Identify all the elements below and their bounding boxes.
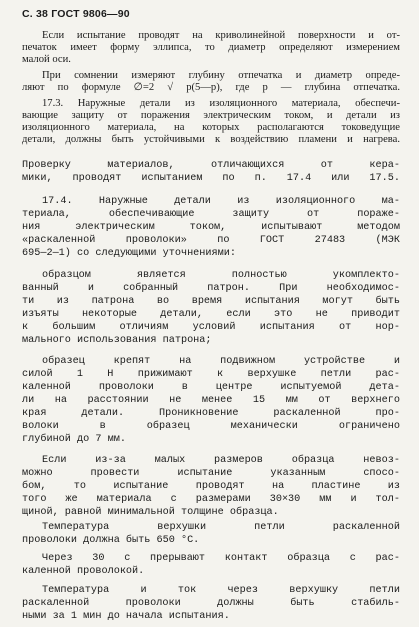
text-line: ными за 1 мин до начала испытания. <box>22 611 230 622</box>
text-line: ванный и собранный патрон. При необходимос- <box>22 283 400 294</box>
text-line: малой оси. <box>22 54 71 65</box>
text-line: При сомнении измеряют глубину отпечатка и диаметр опреде- <box>42 70 400 81</box>
text-line: проволоки должна быть 650 °С. <box>22 535 200 546</box>
text-line: раскаленной проволоки должны быть стабиль- <box>22 598 400 609</box>
text-line: того же материала с размерами 30×30 мм и тол- <box>22 494 400 505</box>
text-line: 17.4. Наружные детали из изоляционного ма- <box>42 196 400 207</box>
text-line: можно провести испытание указанным спосо- <box>22 468 400 479</box>
text-line: Если из-за малых размеров образца невоз- <box>42 455 400 466</box>
text-line: Через 30 с прерывают контакт образца с рас- <box>42 553 400 564</box>
text-line: «раскаленной проволоки» по ГОСТ 27483 (МЭК <box>22 235 400 246</box>
text-line: Температура верхушки петли раскаленной <box>42 522 400 533</box>
page-header: С. 38 ГОСТ 9806—90 <box>22 8 130 20</box>
text-line: образцом является полностью укомплекто- <box>42 270 400 281</box>
text-line: бом, то испытание проводят на пластине из <box>22 481 400 492</box>
text-line: териала, обеспечивающие защиту от пораже- <box>22 209 400 220</box>
text-line: к большим отличиям условий испытания от нор- <box>22 322 400 333</box>
text-line: детали, должны быть устойчивыми к воздействию пламени и нагрева. <box>22 134 400 145</box>
text-line: края детали. Проникновение раскаленной про- <box>22 408 400 419</box>
text-line: каленной проволокой. <box>22 566 145 577</box>
text-line: каленной проволоки в центре испытуемой дета- <box>22 382 400 393</box>
text-line: печаток имеет форму эллипса, то диаметр определяют измерением <box>22 42 400 53</box>
text-line: мики, проводят испытанием по п. 17.4 или 17.5. <box>22 173 400 184</box>
text-line: ли на расстоянии не менее 15 мм от верхнего <box>22 395 400 406</box>
text-line: волоки в образец механически ограничено <box>22 421 400 432</box>
text-line: изоляционного материала, на которых располагаются токоведущие <box>22 122 400 133</box>
text-line: образец крепят на подвижном устройстве и <box>42 356 400 367</box>
text-line: ния электрическим током, испытывают методом <box>22 222 400 233</box>
text-line: силой 1 Н прижимают к верхушке петли рас- <box>22 369 400 380</box>
formula-line: ляют по формуле ∅=2 √ p(5—p), где p — глубина отпечатка. <box>22 82 400 93</box>
text-line: глубиной до 7 мм. <box>22 434 126 445</box>
text-line: изъяты некоторые детали, если это не приводит <box>22 309 400 320</box>
text-line: 695—2—1) со следующими уточнениями: <box>22 248 236 259</box>
text-line: щиной, равной минимальной толщине образца. <box>22 507 279 518</box>
text-line: мального использования патрона; <box>22 335 212 346</box>
text-line: Если испытание проводят на криволинейной поверхности и от- <box>42 30 400 41</box>
text-line: ти из патрона во время испытания могут быть <box>22 296 400 307</box>
text-line: Температура и ток через верхушку петли <box>42 585 400 596</box>
text-line: вающие защиту от поражения электрическим током, и детали из <box>22 110 400 121</box>
text-line: Проверку материалов, отличающихся от кера- <box>22 160 400 171</box>
text-line: 17.3. Наружные детали из изоляционного материала, обеспечи- <box>42 98 400 109</box>
